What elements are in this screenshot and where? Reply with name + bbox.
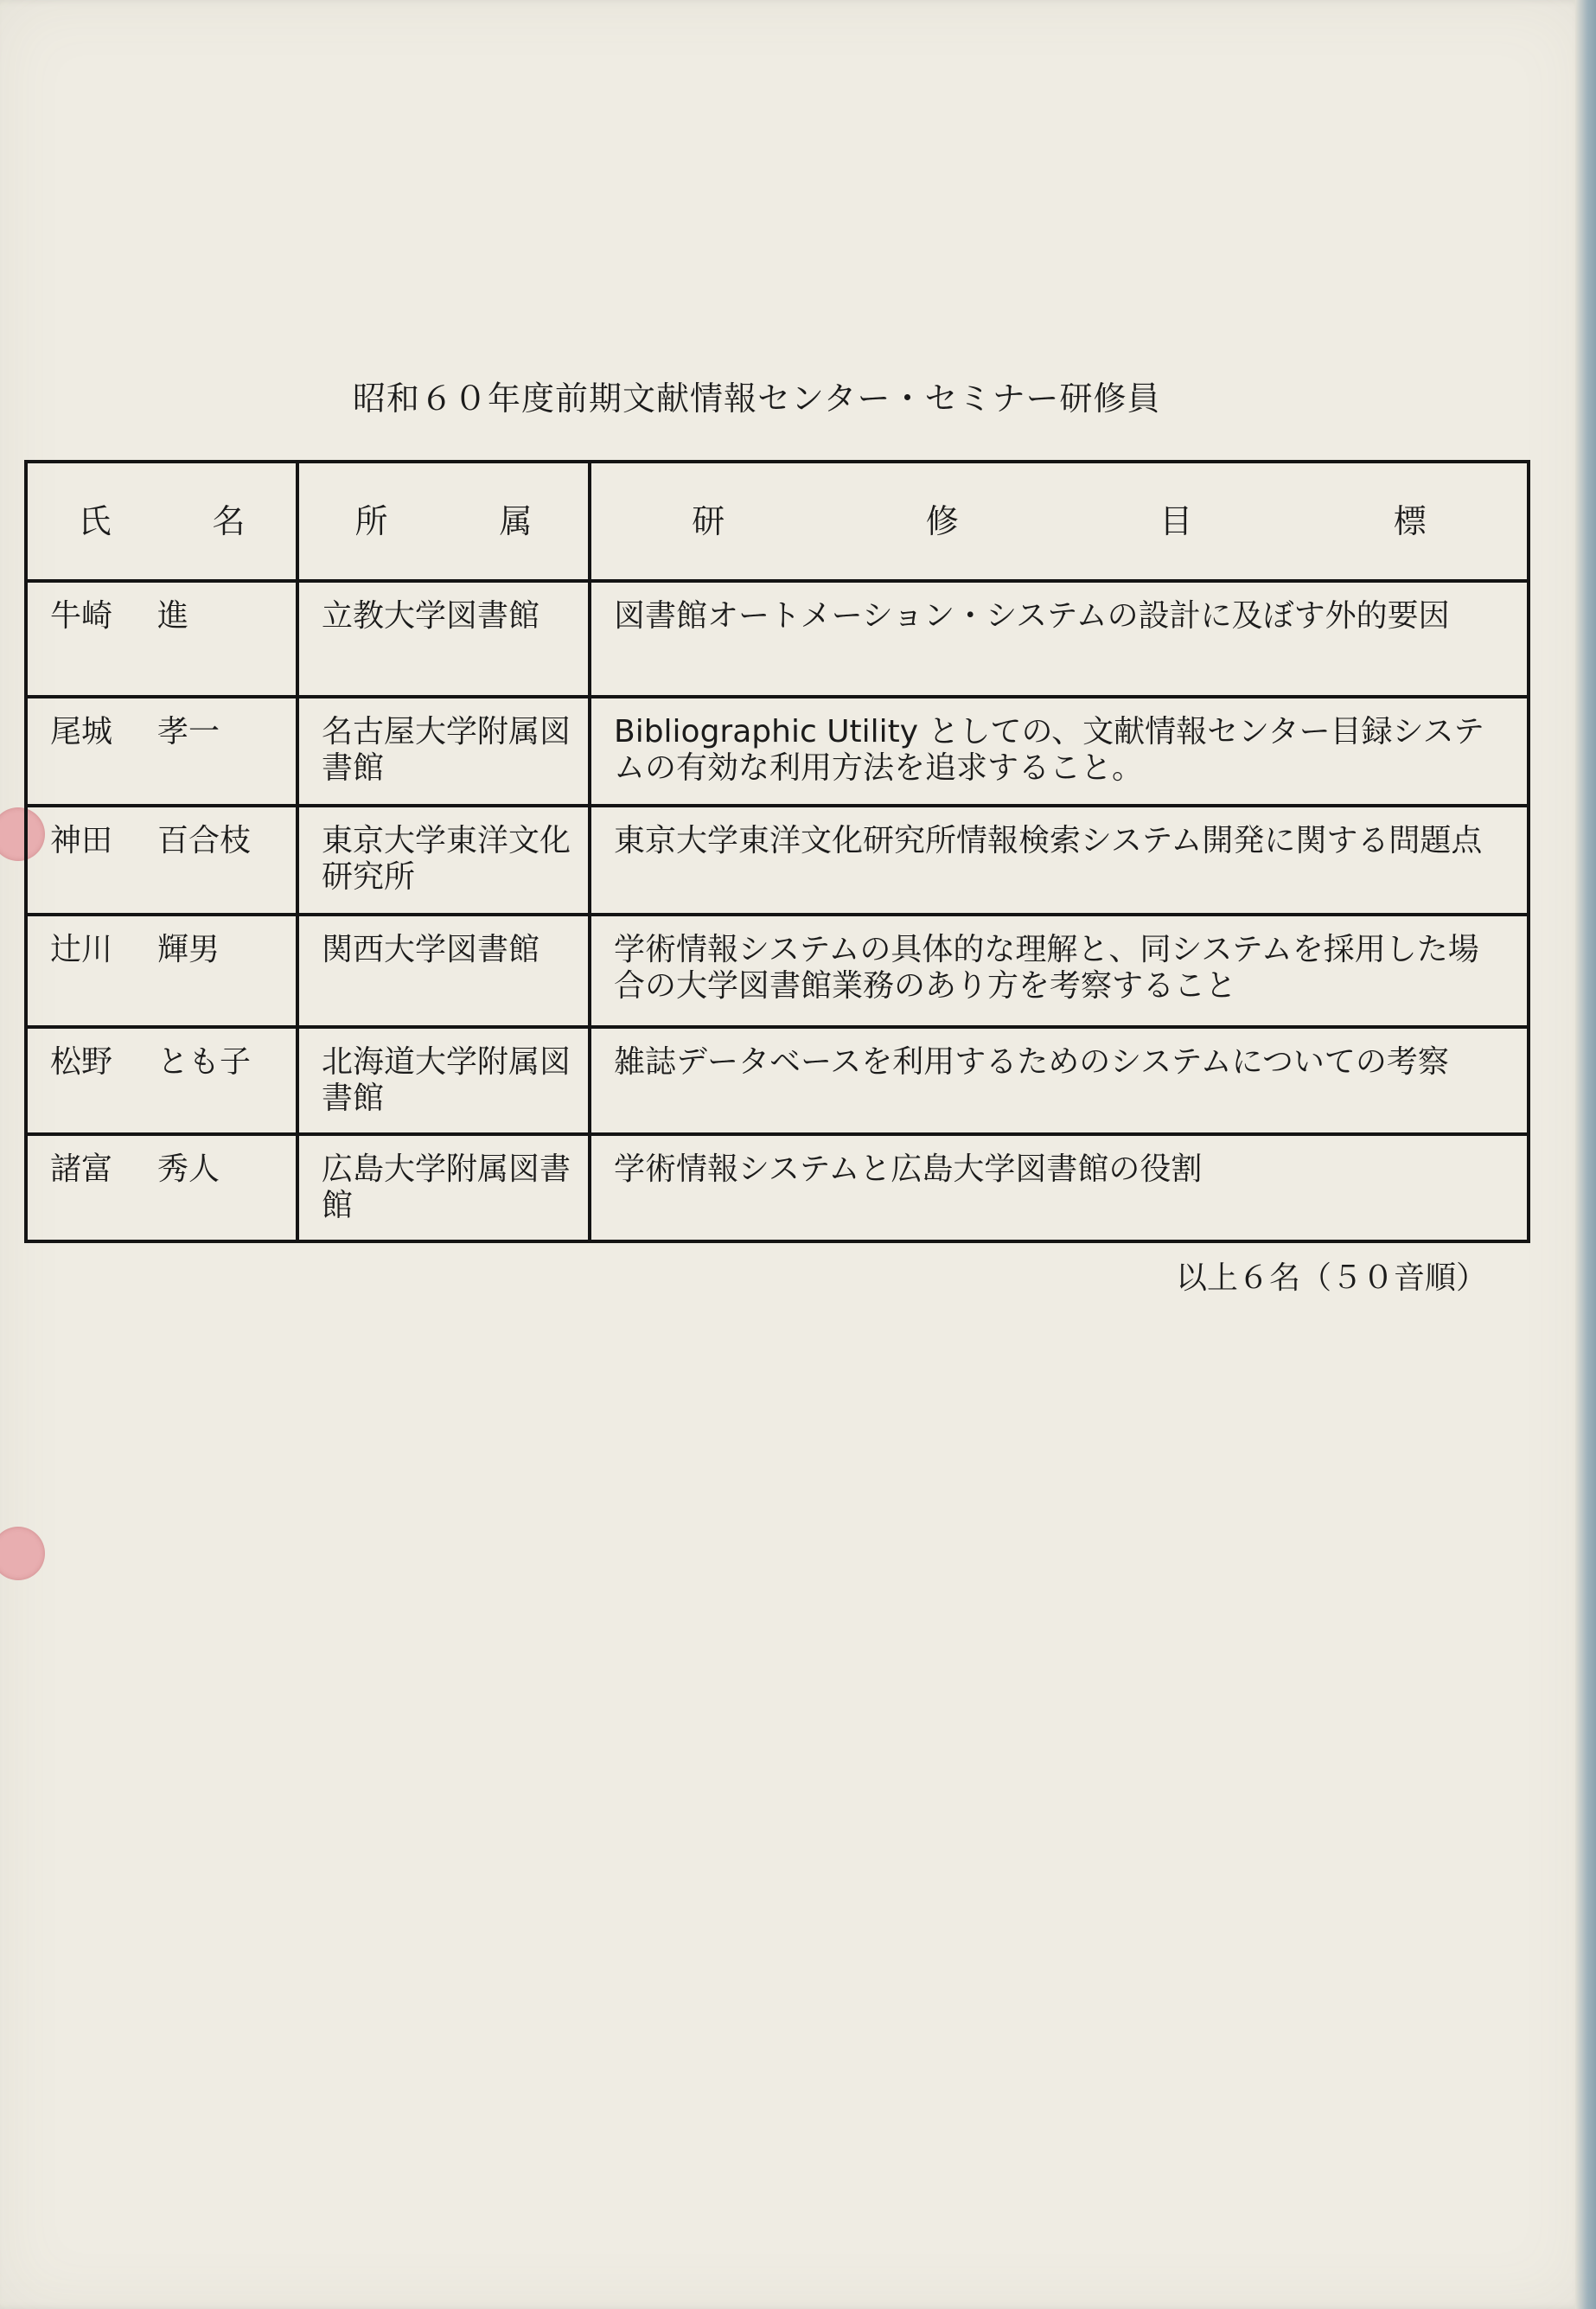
name-cell — [26, 1027, 297, 1134]
family-name: 神田 — [50, 823, 113, 858]
name-cell — [26, 581, 297, 697]
name-header-char-1: 氏 — [78, 502, 112, 540]
table-row — [26, 697, 1529, 806]
goal-header-char-3: 目 — [1159, 502, 1193, 540]
given-name: 孝一 — [157, 714, 220, 749]
given-name: 秀人 — [157, 1151, 220, 1187]
goal-column-header — [590, 462, 1529, 581]
affiliation-cell: 関西大学図書館 — [297, 915, 590, 1027]
footnote: 以上６名（５０音順） — [1175, 1260, 1487, 1296]
affiliation-cell: 広島大学附属図書館 — [297, 1134, 590, 1241]
goal-cell: 学術情報システムの具体的な理解と、同システムを採用した場合の大学図書館業務のあり方を考察すること — [590, 915, 1529, 1027]
family-name: 諸富 — [50, 1151, 113, 1187]
name-cell — [26, 697, 297, 806]
document-title: 昭和６０年度前期文献情報センター・セミナー研修員 — [353, 380, 1161, 418]
family-name: 松野 — [50, 1044, 113, 1080]
table-row — [26, 1027, 1529, 1134]
given-name: 百合枝 — [157, 823, 252, 858]
given-name: 輝男 — [157, 932, 220, 967]
affiliation-column-header — [297, 462, 590, 581]
affiliation-header-char-2: 属 — [499, 502, 533, 540]
goal-cell: 東京大学東洋文化研究所情報検索システム開発に関する問題点 — [590, 806, 1529, 915]
goal-cell: Bibliographic Utility としての、文献情報センター目録システムの有効な利用方法を追求すること。 — [590, 697, 1529, 806]
goal-cell: 雑誌データベースを利用するためのシステムについての考察 — [590, 1027, 1529, 1134]
name-cell — [26, 915, 297, 1027]
table-row — [26, 806, 1529, 915]
goal-header-char-1: 研 — [692, 502, 725, 540]
affiliation-cell: 東京大学東洋文化研究所 — [297, 806, 590, 915]
given-name: とも子 — [157, 1044, 252, 1080]
table-row — [26, 915, 1529, 1027]
goal-cell: 図書館オートメーション・システムの設計に及ぼす外的要因 — [590, 581, 1529, 697]
name-header-char-2: 名 — [212, 502, 246, 540]
family-name: 牛崎 — [50, 598, 113, 634]
affiliation-header-char-1: 所 — [354, 502, 388, 540]
binder-edge — [1575, 0, 1596, 2309]
affiliation-cell: 立教大学図書館 — [297, 581, 590, 697]
family-name: 辻川 — [50, 932, 113, 967]
trainee-table — [24, 460, 1530, 1243]
table-header-row — [26, 462, 1529, 581]
family-name: 尾城 — [50, 714, 113, 749]
name-cell — [26, 806, 297, 915]
goal-header-char-4: 標 — [1393, 502, 1427, 540]
goal-header-char-2: 修 — [925, 502, 959, 540]
name-column-header — [26, 462, 297, 581]
name-cell — [26, 1134, 297, 1241]
table-row — [26, 1134, 1529, 1241]
affiliation-cell: 北海道大学附属図書館 — [297, 1027, 590, 1134]
goal-cell: 学術情報システムと広島大学図書館の役割 — [590, 1134, 1529, 1241]
table-row — [26, 581, 1529, 697]
given-name: 進 — [157, 598, 189, 634]
affiliation-cell: 名古屋大学附属図書館 — [297, 697, 590, 806]
